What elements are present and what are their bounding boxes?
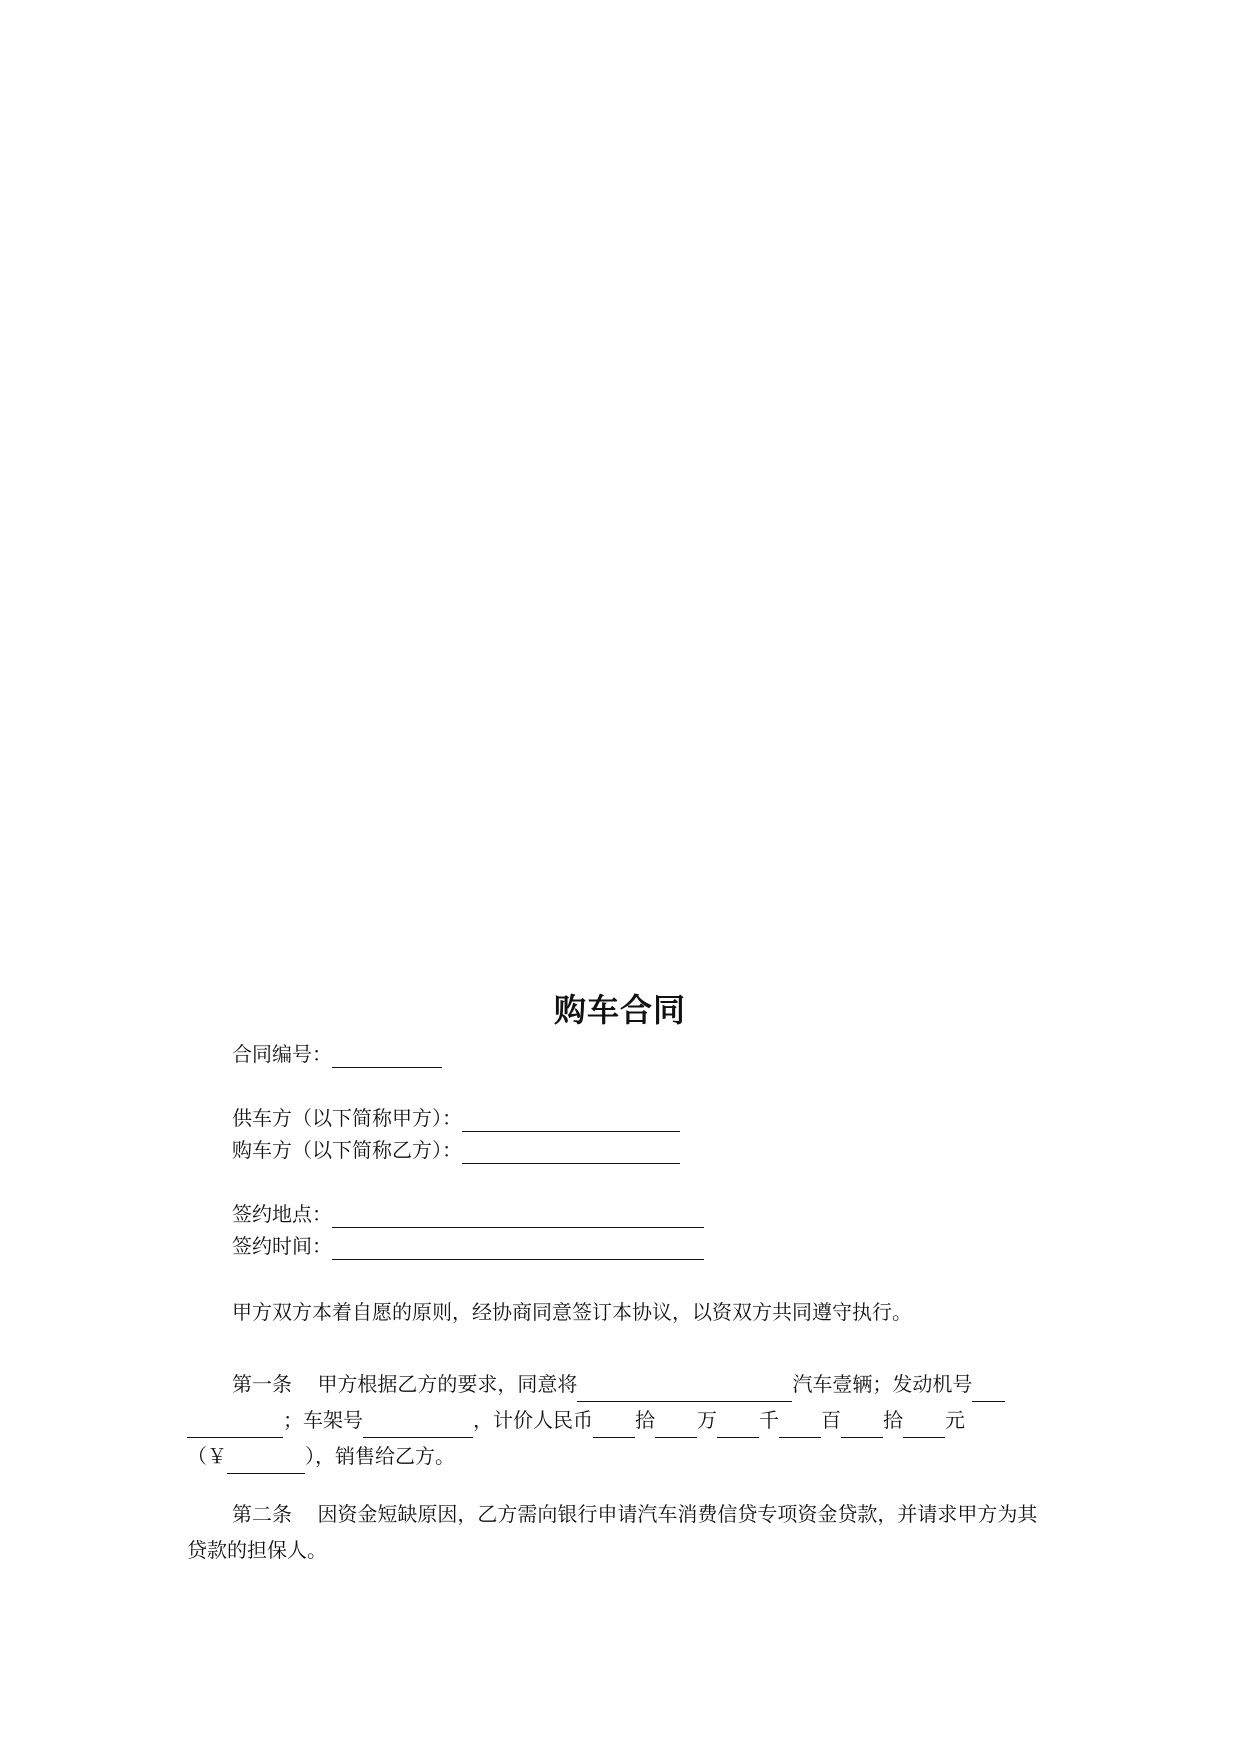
- article-1: [187, 1366, 1053, 1474]
- article-1-text-5-open: （￥: [187, 1444, 227, 1468]
- contract-number-line: [232, 1040, 442, 1068]
- sign-place-label: 签约地点：: [232, 1202, 332, 1226]
- amount-yuan-blank: [903, 1415, 945, 1438]
- buyer-line: [232, 1136, 680, 1164]
- sign-time-blank: [332, 1237, 704, 1260]
- buyer-blank: [462, 1141, 680, 1164]
- vehicle-model-blank: [577, 1379, 792, 1402]
- amount-qian-blank: [717, 1415, 759, 1438]
- article-2: [187, 1496, 1053, 1568]
- article-2-heading: 第二条: [232, 1502, 292, 1526]
- unit-qian: 千: [759, 1408, 779, 1432]
- amount-bai-blank: [779, 1415, 821, 1438]
- amount-shi-wan-blank: [593, 1415, 635, 1438]
- buyer-label: 购车方（以下简称乙方）：: [232, 1138, 462, 1162]
- supplier-label: 供车方（以下简称甲方）：: [232, 1106, 462, 1130]
- sign-time-line: [232, 1232, 704, 1260]
- supplier-line: [232, 1104, 680, 1132]
- article-1-text-5-close: ），销售给乙方。: [305, 1444, 455, 1468]
- intro-paragraph: 甲方双方本着自愿的原则，经协商同意签订本协议，以资双方共同遵守执行。: [232, 1300, 912, 1324]
- article-1-text-1: 甲方根据乙方的要求，同意将: [317, 1372, 578, 1396]
- amount-shi-blank: [841, 1415, 883, 1438]
- frame-number-blank: [363, 1415, 473, 1438]
- amount-figure-blank: [227, 1451, 305, 1474]
- sign-time-label: 签约时间：: [232, 1234, 332, 1258]
- article-1-text-3: ；车架号: [283, 1408, 363, 1432]
- engine-number-blank-2: [187, 1415, 283, 1438]
- document-title: 购车合同: [553, 991, 686, 1029]
- unit-shi: 拾: [883, 1408, 903, 1432]
- article-2-text: 因资金短缺原因，乙方需向银行申请汽车消费信贷专项资金贷款，并请求甲方为其贷款的担保人。: [187, 1502, 1038, 1562]
- unit-yuan: 元: [945, 1408, 965, 1432]
- contract-number-blank: [332, 1045, 442, 1068]
- unit-wan: 万: [697, 1408, 717, 1432]
- unit-shi-wan: 拾: [635, 1408, 655, 1432]
- engine-number-blank-1: [972, 1379, 1005, 1402]
- supplier-blank: [462, 1109, 680, 1132]
- article-1-text-2: 汽车壹辆；发动机号: [792, 1372, 973, 1396]
- contract-number-label: 合同编号：: [232, 1042, 332, 1066]
- sign-place-blank: [332, 1205, 704, 1228]
- amount-wan-blank: [655, 1415, 697, 1438]
- article-1-heading: 第一条: [232, 1372, 292, 1396]
- sign-place-line: [232, 1200, 704, 1228]
- unit-bai: 百: [821, 1408, 841, 1432]
- article-1-text-4: ，计价人民币: [473, 1408, 593, 1432]
